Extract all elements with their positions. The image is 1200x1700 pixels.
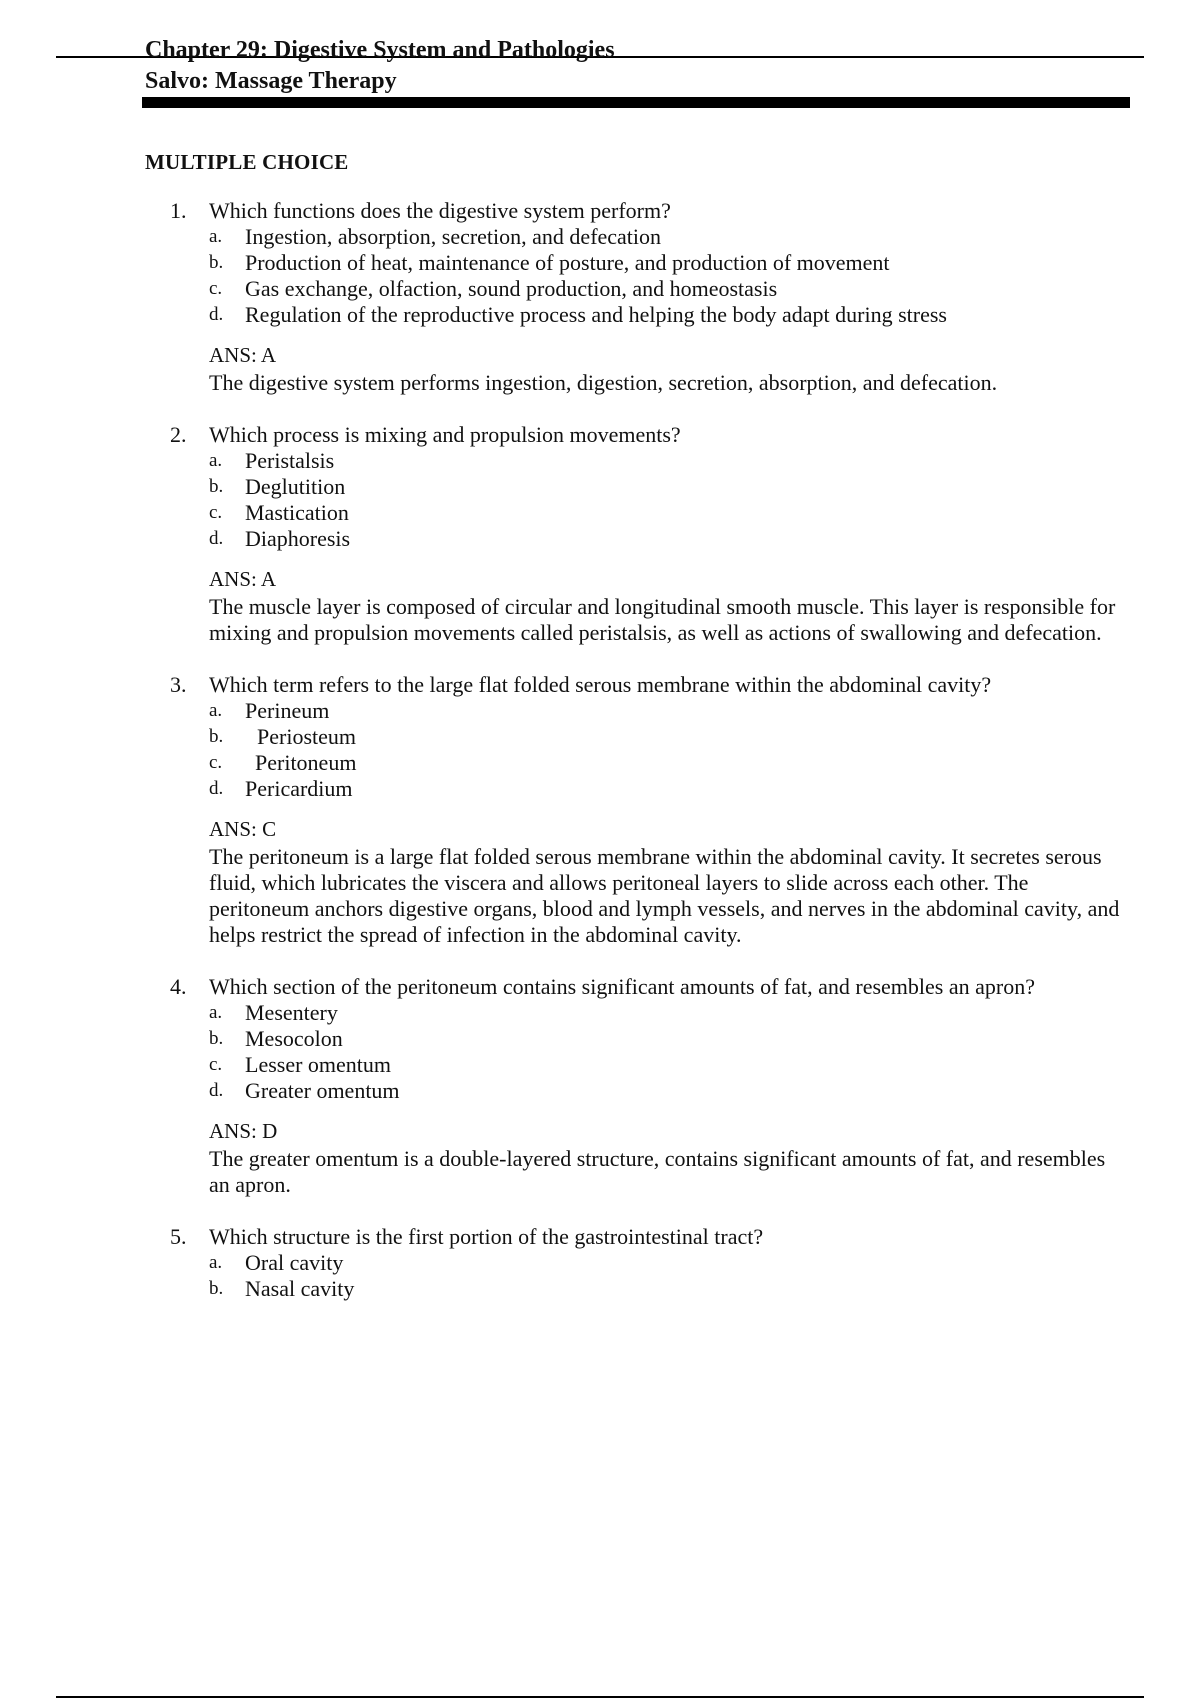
option-text: Gas exchange, olfaction, sound production, and homeostasis: [245, 276, 778, 301]
question-number: 5.: [170, 1224, 187, 1249]
option-c: [209, 750, 1130, 776]
option-a: [209, 448, 1130, 474]
question-text: Which structure is the first portion of the gastrointestinal tract?: [209, 1224, 764, 1249]
option-text: Mesentery: [245, 1000, 338, 1025]
option-letter: d.: [209, 528, 224, 549]
option-list: [209, 698, 1130, 802]
section-heading: MULTIPLE CHOICE: [145, 150, 349, 174]
option-c: [209, 500, 1130, 526]
answer-block: [209, 566, 1130, 646]
question-number: 3.: [170, 672, 187, 697]
answer-key: ANS: C: [209, 817, 277, 841]
option-list: [209, 1000, 1130, 1104]
answer-key: ANS: A: [209, 343, 277, 367]
question-text: Which functions does the digestive system perform?: [209, 198, 671, 223]
option-c: [209, 276, 1130, 302]
option-letter: a.: [209, 1002, 223, 1023]
option-text: Oral cavity: [245, 1250, 344, 1275]
question-text: Which section of the peritoneum contains significant amounts of fat, and resembles an apron?: [209, 974, 1035, 999]
answer-rationale: The digestive system performs ingestion, digestion, secretion, absorption, and defecation.: [209, 370, 998, 395]
option-text: Mastication: [245, 500, 349, 525]
option-letter: a.: [209, 450, 223, 471]
option-text: Deglutition: [245, 474, 346, 499]
option-c: [209, 1052, 1130, 1078]
option-letter: d.: [209, 304, 224, 325]
question-number: 2.: [170, 422, 187, 447]
answer-rationale: The muscle layer is composed of circular and longitudinal smooth muscle. This layer is responsible for mixing and propulsion movements called peristalsis, as well as actions of swallowing and defecation.: [209, 594, 1116, 645]
option-text: Perineum: [245, 698, 330, 723]
option-text: Pericardium: [245, 776, 353, 801]
option-text: Lesser omentum: [245, 1052, 392, 1077]
option-b: [209, 250, 1130, 276]
option-letter: a.: [209, 1252, 223, 1273]
option-letter: b.: [209, 252, 224, 273]
option-d: [209, 526, 1130, 552]
option-list: [209, 224, 1130, 328]
option-list: [209, 448, 1130, 552]
option-letter: c.: [209, 752, 223, 773]
option-text: Production of heat, maintenance of posture, and production of movement: [245, 250, 890, 275]
option-b: [209, 724, 1130, 750]
answer-block: [209, 342, 1130, 396]
option-b: [209, 474, 1130, 500]
option-letter: b.: [209, 476, 224, 497]
option-letter: d.: [209, 1080, 224, 1101]
question-text: Which term refers to the large flat folded serous membrane within the abdominal cavity?: [209, 672, 992, 697]
option-text: Nasal cavity: [245, 1276, 355, 1301]
option-a: [209, 698, 1130, 724]
option-text: Regulation of the reproductive process and helping the body adapt during stress: [245, 302, 947, 327]
option-letter: a.: [209, 700, 223, 721]
option-text: Peristalsis: [245, 448, 335, 473]
answer-block: [209, 1118, 1130, 1198]
option-a: [209, 224, 1130, 250]
option-text: Peritoneum: [255, 750, 357, 775]
footer-rule: [56, 1696, 1144, 1698]
answer-key: ANS: A: [209, 567, 277, 591]
option-letter: a.: [209, 226, 223, 247]
option-text: Ingestion, absorption, secretion, and defecation: [245, 224, 662, 249]
question-3: [170, 672, 1130, 948]
option-text: Periosteum: [257, 724, 356, 749]
option-text: Diaphoresis: [245, 526, 351, 551]
option-list: [209, 1250, 1130, 1302]
option-letter: b.: [209, 726, 224, 747]
option-letter: b.: [209, 1028, 224, 1049]
option-b: [209, 1276, 1130, 1302]
book-title: Salvo: Massage Therapy: [145, 68, 397, 94]
option-d: [209, 776, 1130, 802]
option-d: [209, 302, 1130, 328]
answer-block: [209, 816, 1130, 948]
option-text: Mesocolon: [245, 1026, 343, 1051]
option-letter: b.: [209, 1278, 224, 1299]
option-d: [209, 1078, 1130, 1104]
question-4: [170, 974, 1130, 1198]
option-a: [209, 1250, 1130, 1276]
option-b: [209, 1026, 1130, 1052]
option-letter: c.: [209, 278, 223, 299]
option-letter: c.: [209, 502, 223, 523]
chapter-title: Chapter 29: Digestive System and Pathologies: [145, 37, 615, 63]
document-header: [145, 36, 1130, 96]
question-1: [170, 198, 1130, 396]
question-number: 4.: [170, 974, 187, 999]
question-5: [170, 1224, 1130, 1302]
question-2: [170, 422, 1130, 646]
option-text: Greater omentum: [245, 1078, 400, 1103]
answer-key: ANS: D: [209, 1119, 278, 1143]
question-number: 1.: [170, 198, 187, 223]
answer-rationale: The greater omentum is a double-layered structure, contains significant amounts of fat, and resembles an apron.: [209, 1146, 1106, 1197]
question-text: Which process is mixing and propulsion movements?: [209, 422, 681, 447]
option-letter: c.: [209, 1054, 223, 1075]
question-list: [170, 198, 1130, 1328]
option-a: [209, 1000, 1130, 1026]
answer-rationale: The peritoneum is a large flat folded serous membrane within the abdominal cavity. It secretes serous fluid, which lubricates the viscera and allows peritoneal layers to slide across each other. The peritoneum anchors digestive organs, blood and lymph vessels, and nerves in the abdominal cavity, and helps restrict the spread of infection in the abdominal cavity.: [209, 844, 1120, 947]
header-thick-rule: [142, 97, 1130, 108]
option-letter: d.: [209, 778, 224, 799]
